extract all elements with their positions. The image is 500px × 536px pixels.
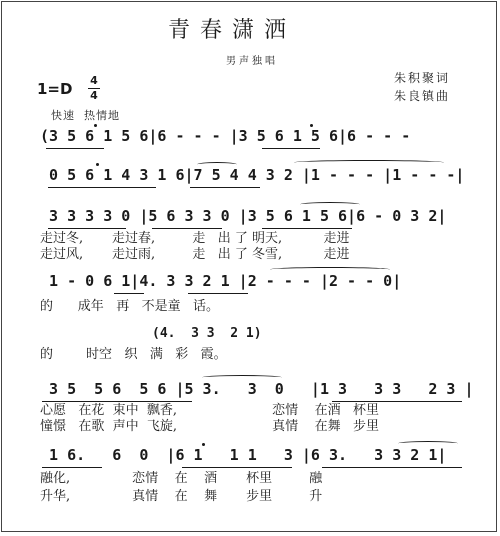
lyricist-credit: 朱积聚词 xyxy=(394,71,451,85)
system-3-underline-3 xyxy=(262,228,352,229)
system-3-underline xyxy=(48,228,126,229)
system-2-tie xyxy=(294,160,444,165)
system-4-lyrics-verse-2: 的 时空 织 满 彩 霞。 xyxy=(40,347,227,362)
song-title: 青春潇洒 xyxy=(168,18,297,43)
system-5-lyrics-verse-1: 心愿 在花 束中 飘香, 恋情 在酒 杯里 xyxy=(40,403,380,418)
system-4-underline xyxy=(114,293,144,294)
time-signature xyxy=(88,75,100,102)
system-4-lyrics-verse-1: 的 成年 再 不是童 话。 xyxy=(40,299,219,314)
system-6-notes: 1 6. 6 0 |6 1 1 1 3 |6 3. 3 3 2 1| xyxy=(40,446,447,464)
key-signature: 1=D xyxy=(37,80,73,98)
composer-credit: 朱良镇曲 xyxy=(394,89,451,103)
time-signature-bottom: 4 xyxy=(90,89,98,102)
system-6-lyrics-verse-1: 融化, 恋情 在 酒 杯里 融 xyxy=(40,471,323,486)
tempo-marking: 快速 热情地 xyxy=(51,109,120,122)
time-signature-top: 4 xyxy=(90,74,98,87)
system-6-high-dot xyxy=(202,443,205,446)
system-4-alternate-notes: (4. 3 3 2 1) xyxy=(152,326,262,341)
system-6-underline-3 xyxy=(322,467,462,468)
system-1-high-dot-2 xyxy=(310,124,313,127)
system-4-notes: 1 - 0 6 1|4. 3 3 2 1 |2 - - - |2 - - 0| xyxy=(40,272,402,290)
system-5-lyrics-verse-2: 憧憬 在歌 声中 飞旋, 真情 在舞 步里 xyxy=(40,419,380,434)
system-1-high-dot xyxy=(94,124,97,127)
system-4-underline-2 xyxy=(188,293,248,294)
system-1-underline xyxy=(46,148,104,149)
system-2-underline xyxy=(48,187,156,188)
system-2-high-dot xyxy=(96,163,99,166)
system-3-underline-2 xyxy=(152,228,222,229)
system-6-lyrics-verse-2: 升华, 真情 在 舞 步里 升 xyxy=(40,489,323,504)
score-page xyxy=(1,1,497,532)
system-4-tie xyxy=(270,267,390,272)
system-3-notes: 3 3 3 3 0 |5 6 3 3 0 |3 5 6 1 5 6|6 - 0 3 2| xyxy=(40,207,447,225)
system-3-lyrics-verse-1: 走过冬, 走过春, 走 出 了 明天, 走进 xyxy=(40,231,350,246)
system-5-underline-2 xyxy=(332,401,462,402)
system-5-notes: 3 5 5 6 5 6 |5 3. 3 0 |1 3 3 3 2 3 | xyxy=(40,380,474,398)
system-3-lyrics-verse-2: 走过风, 走过雨, 走 出 了 冬雪, 走进 xyxy=(40,247,350,262)
system-6-slur xyxy=(398,441,458,446)
system-5-underline xyxy=(42,401,192,402)
system-6-underline xyxy=(42,467,102,468)
system-2-notes: 0 5 6 1 4 3 1 6|7 5 4 4 3 2 |1 - - - |1 - - -| xyxy=(40,166,465,184)
system-1-notes: (3 5 6 1 5 6|6 - - - |3 5 6 1 5 6|6 - - - xyxy=(40,127,411,145)
system-2-underline-2 xyxy=(190,187,260,188)
system-3-slur xyxy=(300,202,360,207)
system-6-underline-2 xyxy=(182,467,292,468)
system-1-underline-2 xyxy=(262,148,320,149)
song-subtitle: 男声独唱 xyxy=(226,56,278,67)
system-5-slur xyxy=(202,375,282,380)
system-2-slur xyxy=(197,162,237,167)
